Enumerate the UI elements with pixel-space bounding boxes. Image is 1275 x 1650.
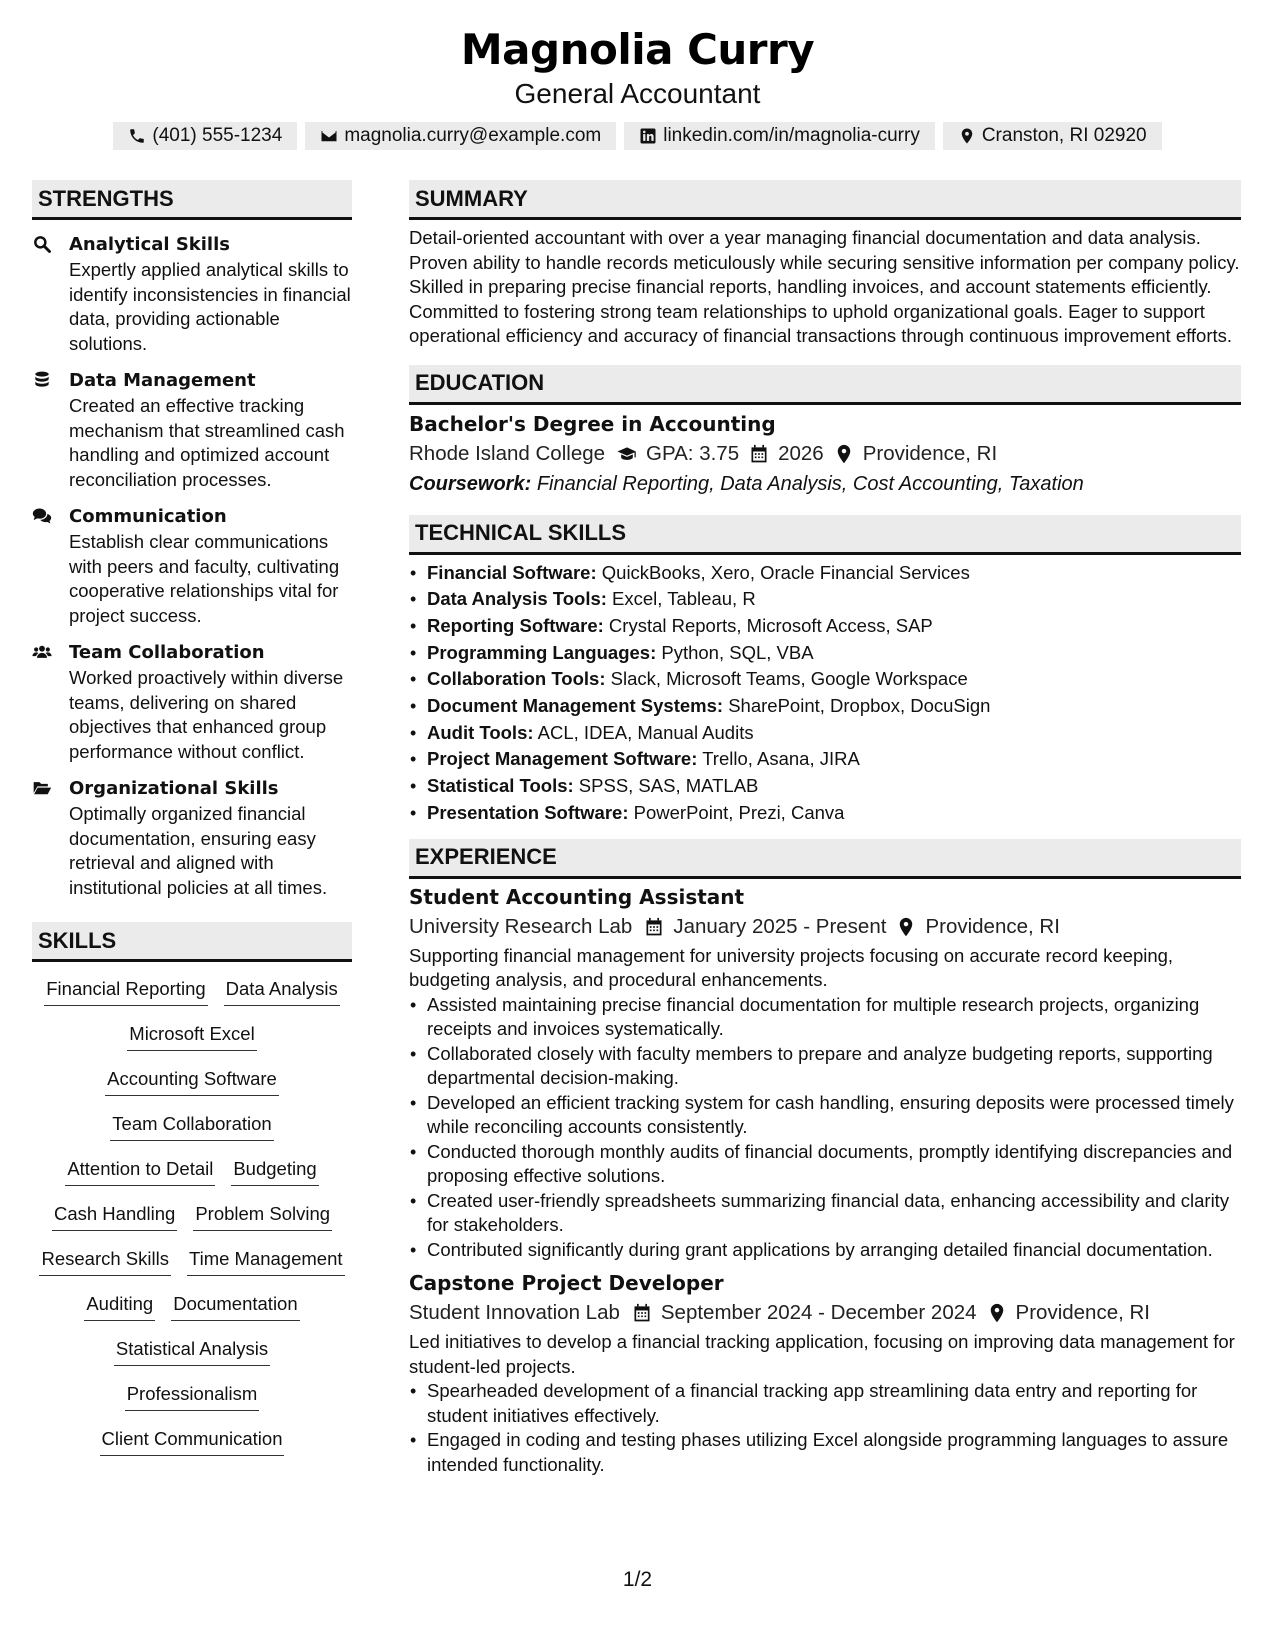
skill-chip: Statistical Analysis	[114, 1336, 270, 1366]
job-bullet: • Spearheaded development of a financial tracking app streamlining data entry and reporting for student initiatives effectively.	[409, 1379, 1241, 1428]
gpa-text: GPA: 3.75	[646, 441, 740, 465]
job-summary: Supporting financial management for university projects focusing on accurate record keeping, budgeting analysis, and procedural enhancements.	[409, 944, 1174, 991]
job-bullet: • Assisted maintaining precise financial documentation for multiple research projects, organizing receipts and invoices systematically.	[409, 993, 1241, 1042]
envelope-icon	[320, 127, 338, 145]
strength-item	[32, 504, 352, 628]
tech-skill-label: Financial Software:	[427, 561, 597, 583]
tech-skill-value: PowerPoint, Prezi, Canva	[633, 801, 845, 823]
skill-chip: Problem Solving	[193, 1201, 332, 1231]
tech-skill-item	[409, 746, 1241, 773]
contact-linkedin[interactable]	[624, 122, 935, 150]
candidate-name: Magnolia Curry	[460, 25, 815, 74]
tech-skill-item	[409, 720, 1241, 747]
skill-row	[32, 1111, 352, 1156]
skill-chip: Accounting Software	[105, 1066, 279, 1096]
experience-heading: EXPERIENCE	[409, 839, 1241, 879]
skill-row	[32, 1021, 352, 1066]
tech-skill-label: Statistical Tools:	[427, 775, 574, 797]
folder-open-icon	[32, 778, 52, 798]
graduation-cap-icon	[617, 444, 637, 464]
map-marker-icon	[958, 127, 976, 145]
tech-skill-value: QuickBooks, Xero, Oracle Financial Services	[601, 561, 970, 583]
tech-skill-item	[409, 640, 1241, 667]
users-icon	[32, 642, 52, 662]
location-text: Cranston, RI 02920	[981, 125, 1147, 146]
strengths-heading: STRENGTHS	[32, 180, 352, 220]
tech-skill-label: Project Management Software:	[427, 748, 698, 770]
job-dates: September 2024 - December 2024	[660, 1301, 977, 1325]
tech-skill-value: Excel, Tableau, R	[612, 588, 756, 610]
skills-list	[32, 976, 352, 1471]
strength-desc: Created an effective tracking mechanism that streamlined cash handling and optimized account reconciliation processes.	[69, 395, 345, 490]
map-marker-icon	[896, 917, 916, 937]
coursework-label: Coursework:	[409, 472, 532, 495]
skill-row	[32, 1426, 352, 1471]
tech-skill-item	[409, 666, 1241, 693]
job-title: Student Accounting Assistant	[409, 884, 745, 909]
tech-skill-value: SPSS, SAS, MATLAB	[578, 775, 759, 797]
education-location: Providence, RI	[862, 441, 998, 465]
skill-chip: Budgeting	[231, 1156, 318, 1186]
tech-skill-value: Slack, Microsoft Teams, Google Workspace	[610, 668, 968, 690]
map-marker-icon	[987, 1303, 1007, 1323]
page-number: 1/2	[622, 1568, 653, 1591]
job-meta	[409, 912, 1241, 942]
job-bullet: • Contributed significantly during grant applications by arranging detailed financial documentation.	[409, 1238, 1241, 1263]
tech-skill-label: Collaboration Tools:	[427, 668, 606, 690]
technical-skills-heading: TECHNICAL SKILLS	[409, 515, 1241, 555]
strength-title: Organizational Skills	[69, 778, 279, 799]
strength-desc: Establish clear communications with peers and faculty, cultivating cooperative relationships vital for project success.	[69, 531, 340, 626]
summary-heading: SUMMARY	[409, 180, 1241, 220]
contact-bar	[0, 122, 1275, 150]
skills-heading: SKILLS	[32, 922, 352, 962]
tech-skill-label: Data Analysis Tools:	[427, 588, 607, 610]
strength-item	[32, 232, 352, 356]
tech-skill-item	[409, 800, 1241, 827]
education-meta	[409, 439, 1241, 469]
strength-desc: Optimally organized financial documentation, ensuring easy retrieval and aligned with institutional policies at all times.	[69, 803, 328, 898]
right-column	[409, 180, 1241, 1477]
degree-title: Bachelor's Degree in Accounting	[409, 411, 776, 436]
strength-desc: Worked proactively within diverse teams, delivering on shared objectives that enhanced group performance without conflict.	[69, 667, 344, 762]
tech-skill-label: Programming Languages:	[427, 641, 657, 663]
strength-item	[32, 776, 352, 900]
school-name: Rhode Island College	[409, 441, 606, 465]
job-dates: January 2025 - Present	[673, 914, 887, 938]
skill-chip: Documentation	[171, 1291, 299, 1321]
skill-row	[32, 1246, 352, 1291]
tech-skill-item	[409, 773, 1241, 800]
skill-row	[32, 1381, 352, 1426]
strength-title: Communication	[69, 506, 227, 527]
candidate-title: General Accountant	[514, 78, 761, 109]
tech-skill-label: Presentation Software:	[427, 801, 629, 823]
strength-item	[32, 640, 352, 764]
job-location: Providence, RI	[925, 914, 1060, 938]
skill-row	[32, 976, 352, 1021]
job-bullets	[409, 1379, 1241, 1477]
tech-skill-item	[409, 693, 1241, 720]
skill-row	[32, 1201, 352, 1246]
contact-phone[interactable]	[113, 122, 297, 150]
job-bullet: • Created user-friendly spreadsheets summarizing financial data, enhancing accessibility and clarity for stakeholders.	[409, 1189, 1241, 1238]
phone-icon	[128, 127, 146, 145]
skill-row	[32, 1066, 352, 1111]
job-bullets	[409, 993, 1241, 1263]
skill-row	[32, 1156, 352, 1201]
job-org: Student Innovation Lab	[409, 1301, 620, 1325]
skill-chip: Financial Reporting	[44, 976, 207, 1006]
job-org: University Research Lab	[409, 914, 633, 938]
technical-skills-list	[409, 560, 1241, 827]
search-icon	[32, 234, 52, 254]
map-marker-icon	[834, 444, 854, 464]
tech-skill-item	[409, 560, 1241, 587]
left-column	[32, 180, 352, 1471]
strength-title: Team Collaboration	[69, 642, 265, 663]
calendar-icon	[632, 1303, 652, 1323]
skill-row	[32, 1336, 352, 1381]
tech-skill-value: Trello, Asana, JIRA	[702, 748, 860, 770]
job-title: Capstone Project Developer	[409, 1271, 724, 1296]
calendar-icon	[644, 917, 664, 937]
skill-chip: Auditing	[84, 1291, 155, 1321]
job-bullet: • Collaborated closely with faculty members to prepare and analyze budgeting reports, supporting departmental decision-making.	[409, 1042, 1241, 1091]
skill-chip: Research Skills	[39, 1246, 171, 1276]
coursework-text: Financial Reporting, Data Analysis, Cost Accounting, Taxation	[536, 472, 1084, 495]
phone-text: (401) 555-1234	[152, 125, 283, 146]
job-meta	[409, 1298, 1241, 1328]
coursework	[409, 469, 1241, 499]
skill-chip: Cash Handling	[52, 1201, 177, 1231]
summary-text: Detail-oriented accountant with over a year managing financial documentation and data analysis. Proven ability to handle records meticulously while securing sensitive information per company policy. Skilled in preparing precise financial reports, handling invoices, and account statements efficiently. Committed to fostering strong team relationships to uphold organizational goals. Eager to support operational efficiency and accuracy of financial transactions through continuous improvement efforts.	[409, 227, 1240, 346]
job-bullet: • Developed an efficient tracking system for cash handling, ensuring deposits were processed timely while reconciling accounts consistently.	[409, 1091, 1241, 1140]
comments-icon	[32, 506, 52, 526]
skill-chip: Professionalism	[125, 1381, 260, 1411]
skill-chip: Time Management	[187, 1246, 345, 1276]
skill-row	[32, 1291, 352, 1336]
contact-email[interactable]	[305, 122, 616, 150]
skill-chip: Microsoft Excel	[127, 1021, 256, 1051]
education-heading: EDUCATION	[409, 365, 1241, 405]
skill-chip: Data Analysis	[224, 976, 340, 1006]
tech-skill-value: SharePoint, Dropbox, DocuSign	[728, 695, 991, 717]
strength-title: Analytical Skills	[69, 234, 230, 255]
tech-skill-item	[409, 586, 1241, 613]
job-entry	[409, 1268, 1241, 1477]
strength-title: Data Management	[69, 370, 256, 391]
calendar-icon	[749, 444, 769, 464]
linkedin-text: linkedin.com/in/magnolia-curry	[663, 125, 920, 146]
skill-chip: Team Collaboration	[110, 1111, 273, 1141]
linkedin-icon	[639, 127, 657, 145]
strength-item	[32, 368, 352, 492]
job-entry	[409, 882, 1241, 1263]
tech-skill-label: Audit Tools:	[427, 721, 534, 743]
contact-location	[943, 122, 1162, 150]
database-icon	[32, 370, 52, 390]
skill-chip: Client Communication	[100, 1426, 285, 1456]
tech-skill-value: ACL, IDEA, Manual Audits	[537, 721, 754, 743]
tech-skill-item	[409, 613, 1241, 640]
graduation-year: 2026	[778, 441, 824, 465]
resume-header	[0, 22, 1275, 150]
tech-skill-label: Document Management Systems:	[427, 695, 724, 717]
job-bullet: • Engaged in coding and testing phases utilizing Excel alongside programming languages to assure intended functionality.	[409, 1428, 1241, 1477]
job-summary: Led initiatives to develop a financial tracking application, focusing on improving data management for student-led projects.	[409, 1331, 1235, 1377]
job-location: Providence, RI	[1015, 1301, 1150, 1325]
tech-skill-label: Reporting Software:	[427, 614, 604, 636]
job-bullet: • Conducted thorough monthly audits of financial documents, promptly identifying discrepancies and proposing effective solutions.	[409, 1140, 1241, 1189]
tech-skill-value: Python, SQL, VBA	[661, 641, 814, 663]
strength-desc: Expertly applied analytical skills to identify inconsistencies in financial data, providing actionable solutions.	[69, 259, 351, 354]
skill-chip: Attention to Detail	[65, 1156, 215, 1186]
tech-skill-value: Crystal Reports, Microsoft Access, SAP	[608, 614, 933, 636]
email-text: magnolia.curry@example.com	[344, 125, 602, 146]
